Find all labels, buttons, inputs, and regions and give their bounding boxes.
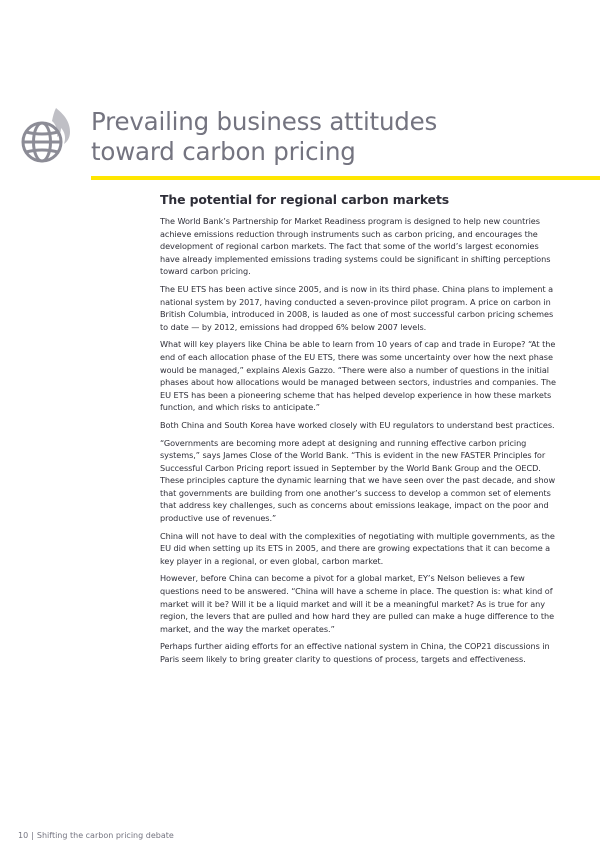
paragraph: What will key players like China be able to learn from 10 years of cap and trade in Europe? “At the end of each allocation phase of the EU ETS, there was some uncertainty over how the next phase would be managed,” explains Alexis Gazzo. “There were also a number of questions in the initial phases about how allocations would be managed between sectors, industries and companies. The EU ETS has been a pioneering scheme that has helped develop experience in how these markets function, and which risks to anticipate.” xyxy=(160,339,556,413)
paragraph: The World Bank’s Partnership for Market Readiness program is designed to help new countries achieve emissions reduction through instruments such as carbon pricing, and encourages the development of regional carbon markets. The fact that some of the world’s largest economies have already implemented emissions trading systems could be significant in shifting perceptions toward carbon pricing. xyxy=(160,216,551,277)
article-body xyxy=(160,192,560,671)
page-title-line-2: toward carbon pricing xyxy=(91,136,356,166)
page-footer xyxy=(18,831,174,841)
document-title: Shifting the carbon pricing debate xyxy=(36,831,174,840)
page-title xyxy=(91,107,437,166)
globe-flame-icon xyxy=(18,104,74,166)
footer-separator: | xyxy=(31,831,34,840)
page-title-line-1: Prevailing business attitudes xyxy=(91,107,438,136)
page-number: 10 xyxy=(18,831,29,840)
paragraph: However, before China can become a pivot for a global market, EY’s Nelson believes a few questions need to be answered. “China will have a scheme in place. The question is: what kind of market will it be? Will it be a liquid market and will it be a meaningful market? As is true for any region, the levers that are pulled and how hard they are pulled can make a huge difference to the market, and the way the market operates.” xyxy=(160,573,555,634)
section-heading: The potential for regional carbon markets xyxy=(160,192,450,207)
paragraph: The EU ETS has been active since 2005, and is now in its third phase. China plans to implement a national system by 2017, having conducted a seven-province pilot program. A price on carbon in British Columbia, introduced in 2008, is lauded as one of most successful carbon pricing schemes to date — by 2012, emissions had dropped 6% below 2007 levels. xyxy=(160,283,554,332)
title-divider xyxy=(91,176,600,180)
paragraph: Both China and South Korea have worked closely with EU regulators to understand best practices. xyxy=(160,419,555,430)
paragraph: Perhaps further aiding efforts for an effective national system in China, the COP21 discussions in Paris seem likely to bring greater clarity to questions of process, targets and effectiveness. xyxy=(160,641,550,664)
paragraph: “Governments are becoming more adept at designing and running effective carbon pricing systems,” says James Close of the World Bank. “This is evident in the new FASTER Principles for Successful Carbon Pricing report issued in September by the World Bank Group and the OECD. These principles capture the dynamic learning that we have seen over the past decade, and show that governments are building from one another’s success to develop a common set of elements that address key challenges, such as concerns about emissions leakage, impact on the poor and productive use of revenues.” xyxy=(160,437,556,524)
paragraph: China will not have to deal with the complexities of negotiating with multiple governments, as the EU did when setting up its ETS in 2005, and there are growing expectations that it can become a key player in a regional, or even global, carbon market. xyxy=(160,530,555,566)
